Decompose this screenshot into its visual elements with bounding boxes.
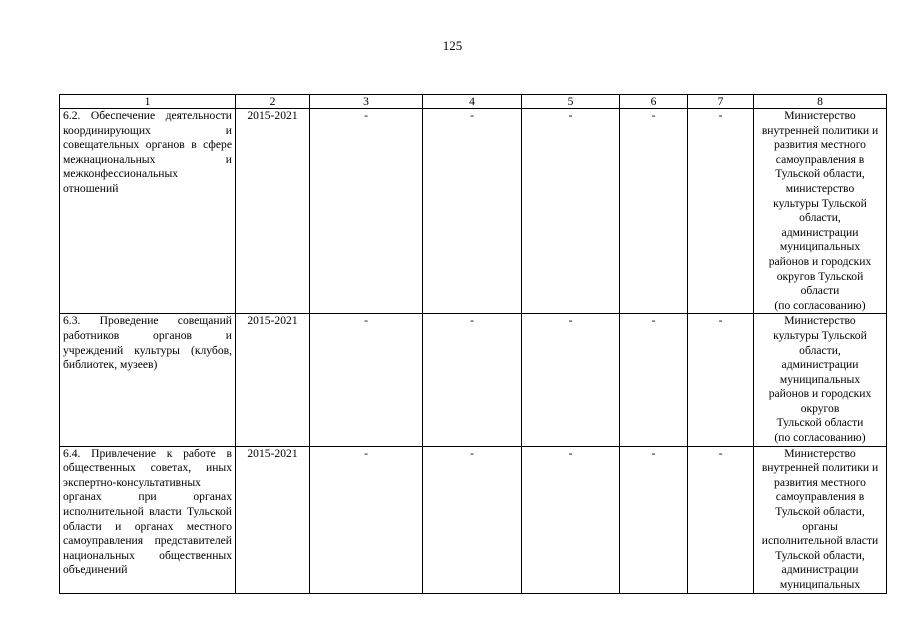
header-cell-5: 5	[522, 95, 620, 109]
value-cell-3: -	[310, 446, 423, 593]
value-cell-7: -	[688, 314, 754, 446]
period-cell: 2015-2021	[236, 446, 310, 593]
period-cell: 2015-2021	[236, 314, 310, 446]
activity-cell: 6.2. Обеспечение деятельности координирующих и совещательных органов в сфере межнациональных и межконфессиональных отношений	[60, 109, 236, 314]
header-cell-4: 4	[423, 95, 522, 109]
value-cell-4: -	[423, 109, 522, 314]
header-cell-2: 2	[236, 95, 310, 109]
value-cell-4: -	[423, 446, 522, 593]
header-cell-3: 3	[310, 95, 423, 109]
table-row	[60, 314, 887, 446]
executor-cell: Министерство культуры Тульской области, администрации муниципальных районов и городских округов Тульской области (по согласованию)	[754, 314, 887, 446]
value-cell-6: -	[620, 446, 688, 593]
executor-cell: Министерство внутренней политики и развития местного самоуправления в Тульской области, министерство культуры Тульской области, администрации муниципальных районов и городских округов Тульской области (по согласованию)	[754, 109, 887, 314]
program-table	[59, 94, 887, 594]
value-cell-6: -	[620, 109, 688, 314]
period-cell: 2015-2021	[236, 109, 310, 314]
executor-cell: Министерство внутренней политики и развития местного самоуправления в Тульской области, органы исполнительной власти Тульской области, администрации муниципальных	[754, 446, 887, 593]
header-cell-6: 6	[620, 95, 688, 109]
value-cell-5: -	[522, 109, 620, 314]
header-cell-8: 8	[754, 95, 887, 109]
header-cell-1: 1	[60, 95, 236, 109]
value-cell-4: -	[423, 314, 522, 446]
value-cell-5: -	[522, 446, 620, 593]
value-cell-7: -	[688, 109, 754, 314]
activity-cell: 6.3. Проведение совещаний работников органов и учреждений культуры (клубов, библиотек, музеев)	[60, 314, 236, 446]
value-cell-6: -	[620, 314, 688, 446]
value-cell-5: -	[522, 314, 620, 446]
table-row	[60, 109, 887, 314]
activity-cell: 6.4. Привлечение к работе в общественных советах, иных экспертно-консультативных органах при органах исполнительной власти Тульской области и органах местного самоуправления представителей национальных общественных объединений	[60, 446, 236, 593]
page-number: 125	[442, 38, 463, 53]
value-cell-3: -	[310, 109, 423, 314]
value-cell-3: -	[310, 314, 423, 446]
header-row	[60, 95, 887, 109]
value-cell-7: -	[688, 446, 754, 593]
header-cell-7: 7	[688, 95, 754, 109]
table-row	[60, 446, 887, 593]
